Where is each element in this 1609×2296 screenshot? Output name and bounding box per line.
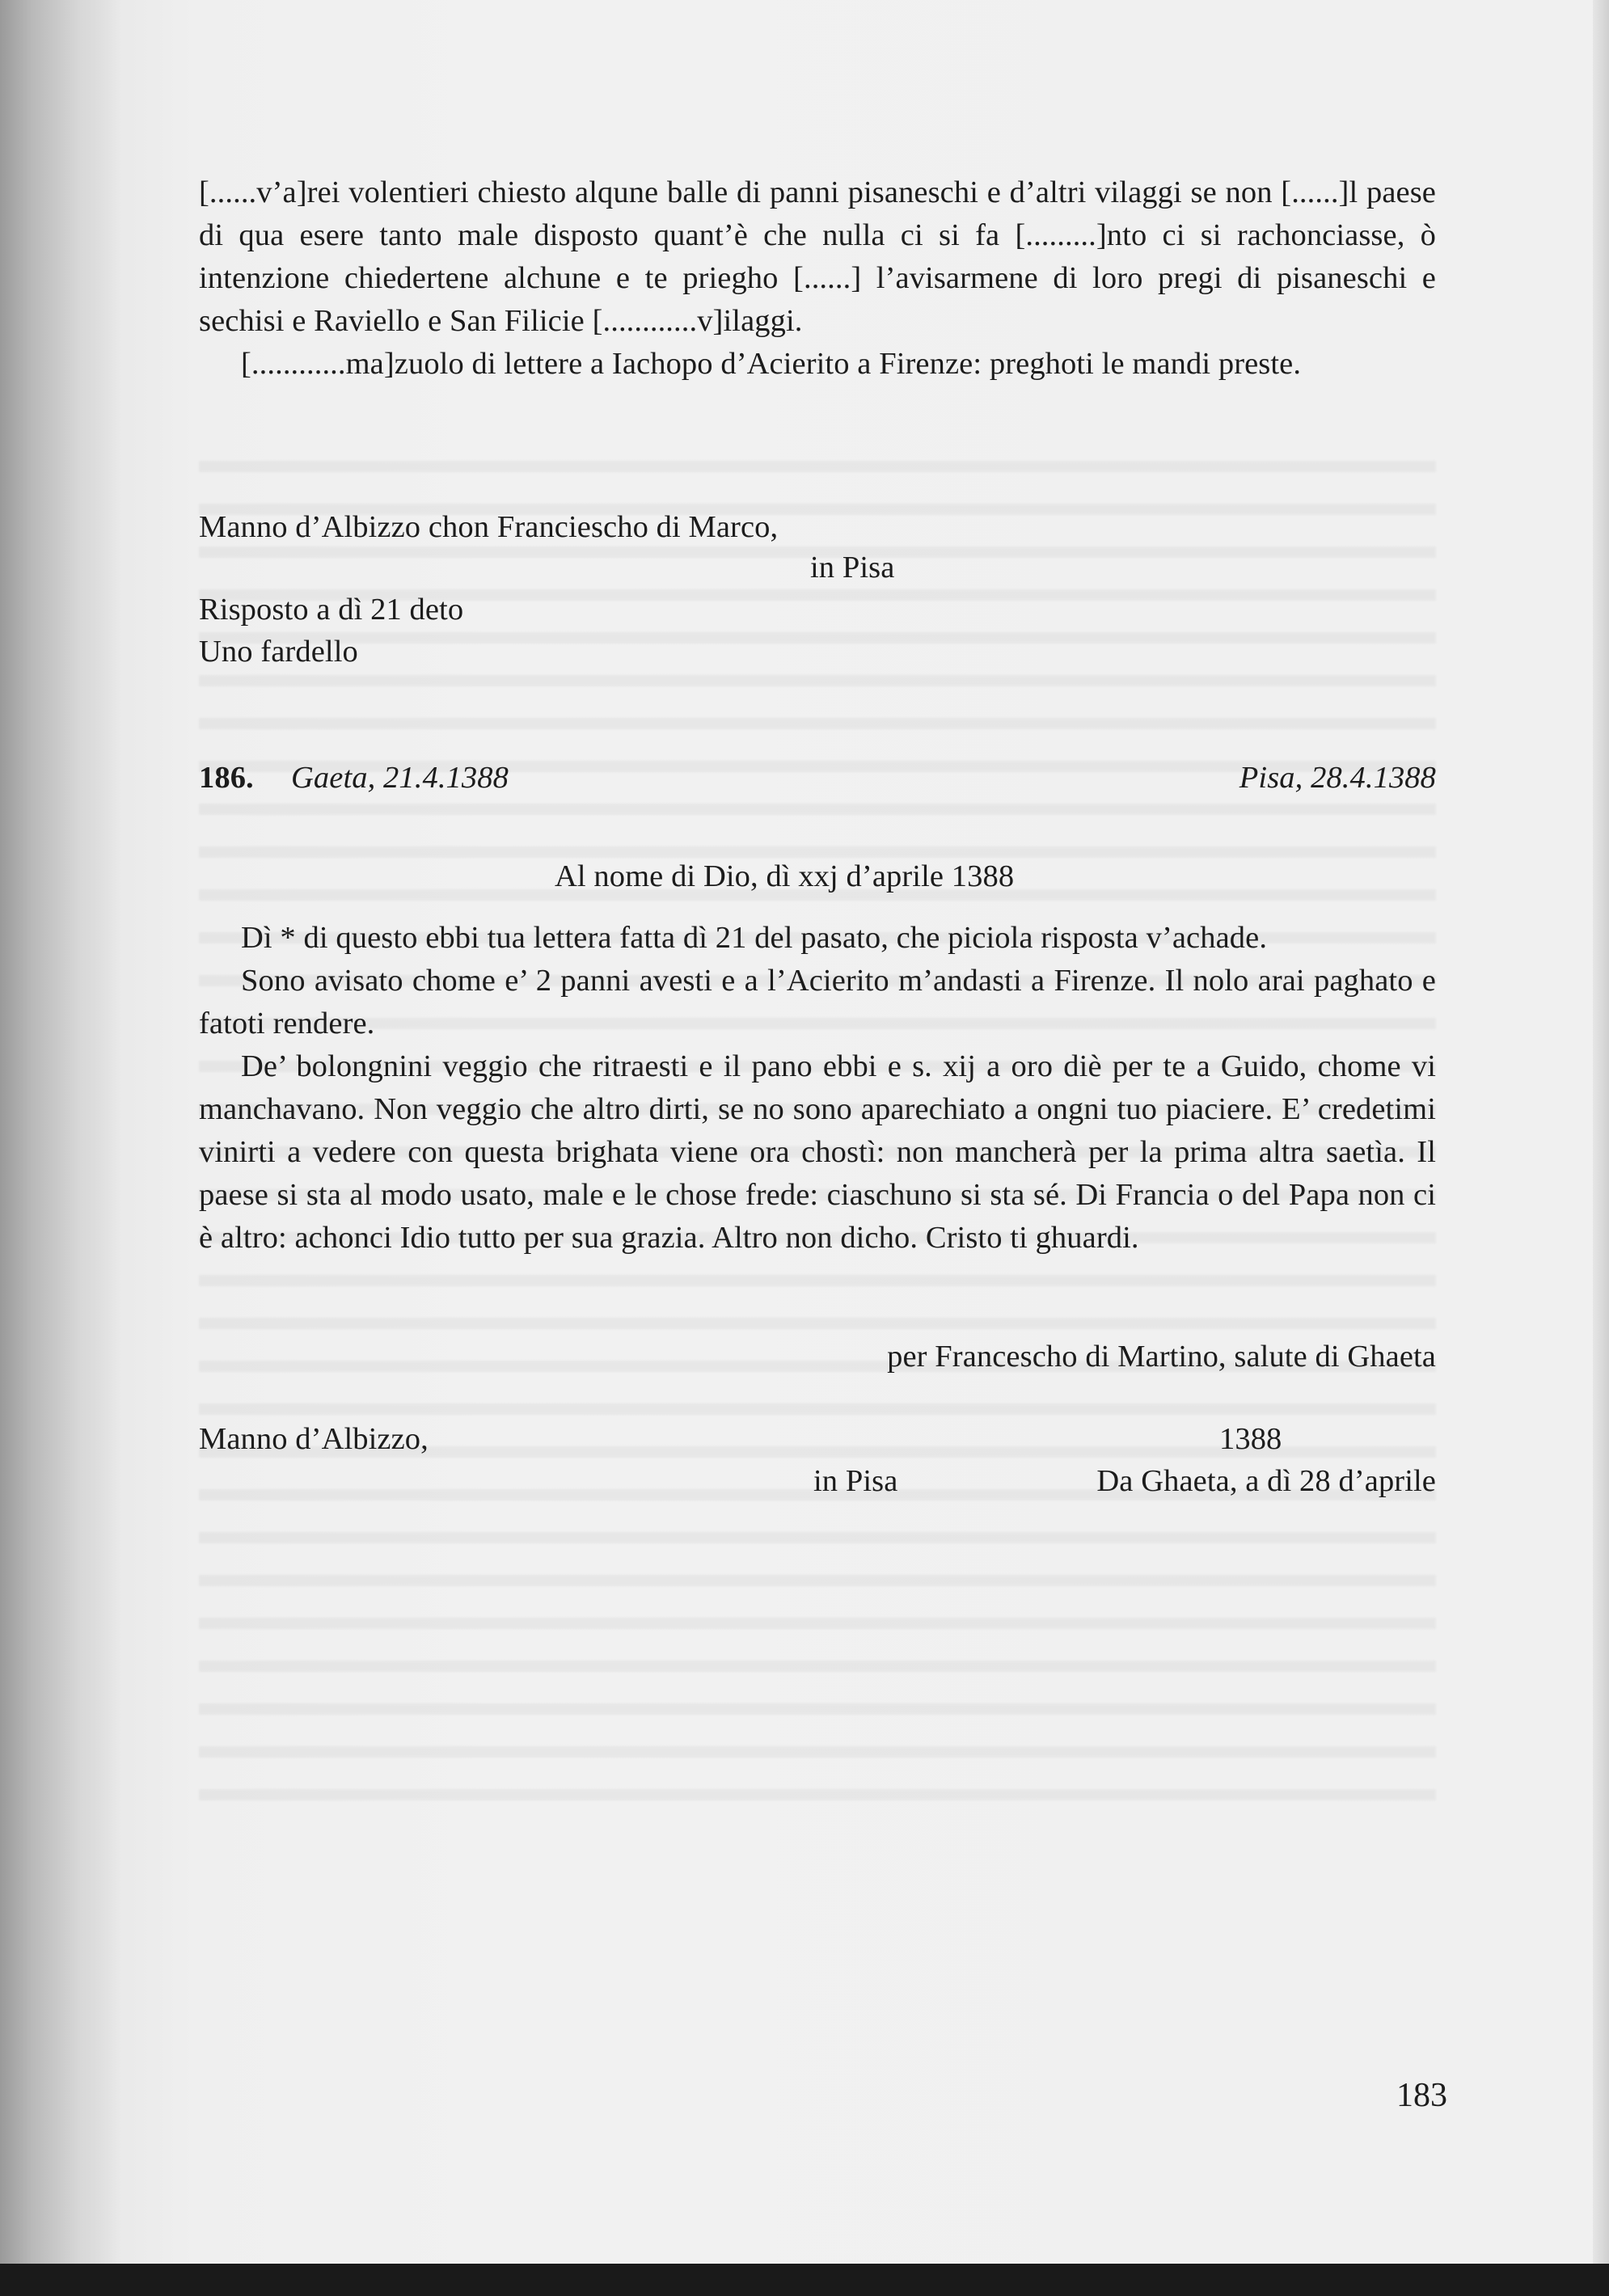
- parcel-note: Uno fardello: [199, 635, 358, 669]
- paragraph: Sono avisato chome e’ 2 panni avesti e a l’Acierito m’andasti a Firenze. Il nolo arai paghato e fatoti rendere.: [199, 964, 1436, 1040]
- book-spine-shadow: [0, 0, 121, 2296]
- entry-origin: Gaeta, 21.4.1388: [291, 761, 509, 795]
- page-edge: [1593, 0, 1609, 2296]
- entry-destination: Pisa, 28.4.1388: [1239, 761, 1436, 795]
- letter-body: [199, 917, 1436, 1260]
- reply-note: Risposto a dì 21 deto: [199, 593, 464, 627]
- paragraph: De’ bolongnini veggio che ritraesti e il pano ebbi e s. xij a oro diè per te a Guido, chome vi manchavano. Non veggio che altro dirti, se no sono aparechiato a ongni tuo piaciere. E’ credetimi vinirti a vedere con questa brighata viene ora chostì: non mancherà per la prima altra saetìa. Il paese si sta al modo usato, male e le chose frede: ciaschuno si sta sé. Di Francia o del Papa non ci è altro: achonci Idio tutto per sua grazia. Altro non dicho. Cristo ti ghuardi.: [199, 1049, 1436, 1255]
- receipt-year: 1388: [1219, 1422, 1282, 1456]
- signature: per Francescho di Martino, salute di Ghaeta: [887, 1340, 1436, 1374]
- page-number: 183: [1396, 2077, 1447, 2114]
- scan-border: [0, 2264, 1609, 2296]
- address-recipient-2: Manno d’Albizzo,: [199, 1422, 429, 1456]
- address-recipient: Manno d’Albizzo chon Franciescho di Marco,: [199, 510, 779, 544]
- address-place: in Pisa: [810, 551, 895, 585]
- paragraph: Dì * di questo ebbi tua lettera fatta dì 21 del pasato, che piciola risposta v’achade.: [241, 921, 1268, 955]
- letter-fragment-top: [199, 171, 1436, 386]
- paragraph: [............ma]zuolo di lettere a Iachopo d’Acierito a Firenze: preghoti le mandi preste.: [241, 347, 1302, 381]
- address-place-2: in Pisa: [813, 1464, 898, 1498]
- paragraph: [......v’a]rei volentieri chiesto alqune balle di panni pisaneschi e d’altri vilaggi se non [......]l paese di qua esere tanto male disposto quant’è che nulla ci si fa [.........]nto ci si rachonciasse, ò intenzione chiedertene alchune e te priegho [......] l’avisarmene di loro pregi di pisaneschi e sechisi e Raviello e San Filicie [............v]ilaggi.: [199, 175, 1436, 338]
- letter-heading: Al nome di Dio, dì xxj d’aprile 1388: [555, 859, 1015, 893]
- entry-number: 186.: [199, 761, 254, 795]
- receipt-date: Da Ghaeta, a dì 28 d’aprile: [1096, 1464, 1436, 1498]
